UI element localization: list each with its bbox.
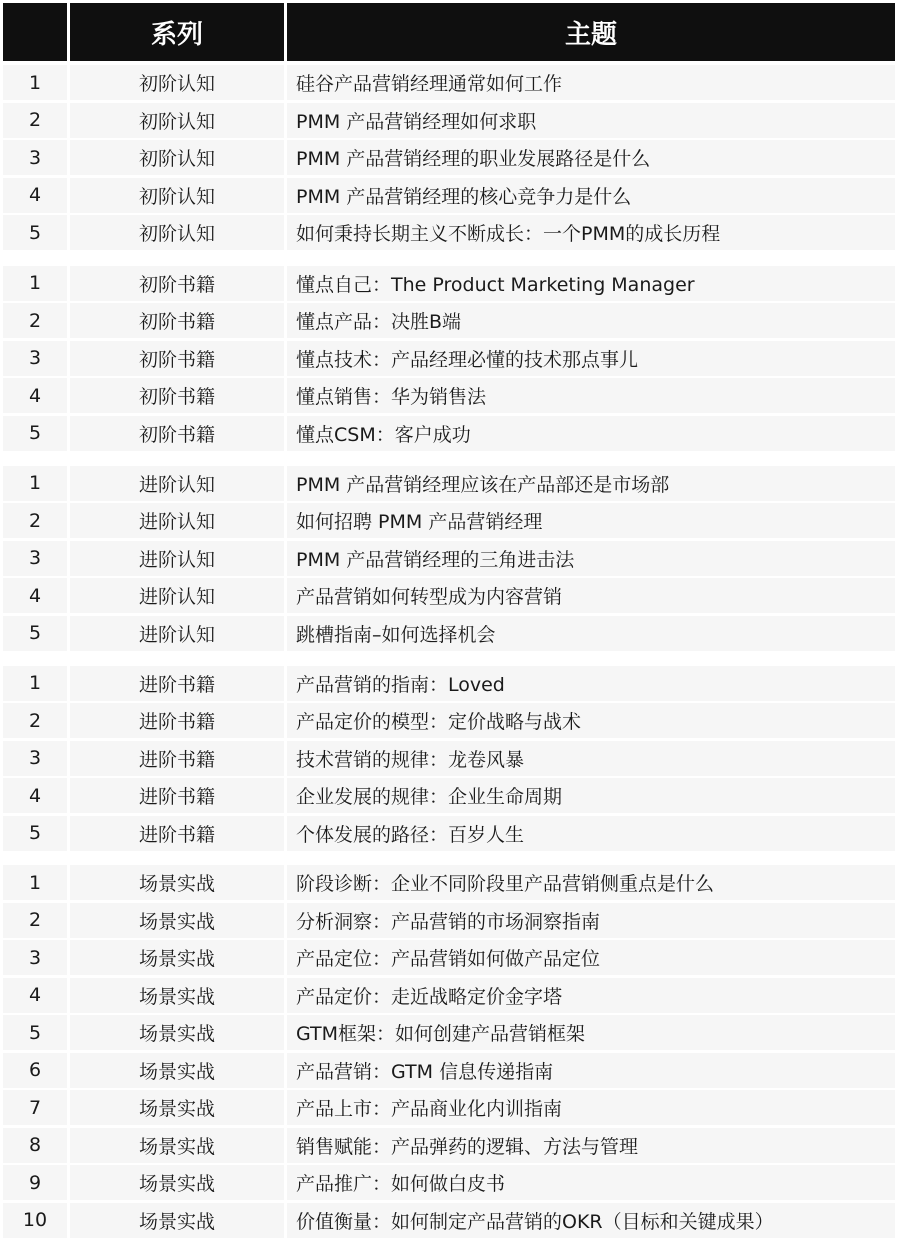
series-cell: 场景实战 [70, 978, 284, 1013]
table-row [0, 702, 900, 740]
index-cell: 4 [3, 378, 67, 413]
topic-cell: 产品上市：产品商业化内训指南 [287, 1090, 895, 1125]
series-cell: 初阶书籍 [70, 378, 284, 413]
topic-cell: 产品营销：GTM 信息传递指南 [287, 1053, 895, 1088]
series-cell: 场景实战 [70, 903, 284, 938]
series-cell: 场景实战 [70, 1165, 284, 1200]
header-index-cell [3, 3, 67, 61]
series-cell: 初阶认知 [70, 215, 284, 250]
table-row [0, 465, 900, 503]
topic-cell: 跳槽指南–如何选择机会 [287, 616, 895, 651]
topic-cell: 阶段诊断：企业不同阶段里产品营销侧重点是什么 [287, 865, 895, 900]
header-topic-cell: 主题 [287, 3, 895, 61]
index-cell: 8 [3, 1128, 67, 1163]
topic-cell: 懂点销售：华为销售法 [287, 378, 895, 413]
table-row [0, 1052, 900, 1090]
index-cell: 4 [3, 178, 67, 213]
index-cell: 6 [3, 1053, 67, 1088]
index-cell: 7 [3, 1090, 67, 1125]
topic-cell: 产品推广：如何做白皮书 [287, 1165, 895, 1200]
series-cell: 场景实战 [70, 1090, 284, 1125]
topic-cell: 价值衡量：如何制定产品营销的OKR（目标和关键成果） [287, 1203, 895, 1238]
series-cell: 初阶书籍 [70, 341, 284, 376]
series-cell: 初阶认知 [70, 140, 284, 175]
index-cell: 9 [3, 1165, 67, 1200]
index-cell: 5 [3, 616, 67, 651]
table-row [0, 977, 900, 1015]
table-row [0, 615, 900, 653]
series-cell: 场景实战 [70, 1203, 284, 1238]
table-row [0, 1127, 900, 1165]
topic-cell: 如何招聘 PMM 产品营销经理 [287, 503, 895, 538]
topic-cell: 个体发展的路径：百岁人生 [287, 816, 895, 851]
index-cell: 5 [3, 416, 67, 451]
table-row [0, 265, 900, 303]
series-cell: 初阶书籍 [70, 266, 284, 301]
index-cell: 5 [3, 1015, 67, 1050]
table-row [0, 64, 900, 102]
table-row [0, 740, 900, 778]
index-cell: 1 [3, 466, 67, 501]
table-row [0, 377, 900, 415]
table-row [0, 102, 900, 140]
index-cell: 2 [3, 303, 67, 338]
table-row [0, 1014, 900, 1052]
topic-cell: 懂点自己：The Product Marketing Manager [287, 266, 895, 301]
topic-cell: 销售赋能：产品弹药的逻辑、方法与管理 [287, 1128, 895, 1163]
series-cell: 场景实战 [70, 1128, 284, 1163]
series-cell: 场景实战 [70, 940, 284, 975]
table-row [0, 214, 900, 252]
index-cell: 4 [3, 578, 67, 613]
index-cell: 1 [3, 666, 67, 701]
table-row [0, 540, 900, 578]
header-series-cell: 系列 [70, 3, 284, 61]
series-cell: 进阶书籍 [70, 666, 284, 701]
series-cell: 场景实战 [70, 1053, 284, 1088]
series-cell: 初阶书籍 [70, 303, 284, 338]
index-cell: 2 [3, 503, 67, 538]
table-row [0, 1202, 900, 1240]
table-row [0, 939, 900, 977]
index-cell: 4 [3, 778, 67, 813]
index-cell: 1 [3, 65, 67, 100]
topic-cell: 产品定价：走近战略定价金字塔 [287, 978, 895, 1013]
topic-cell: GTM框架：如何创建产品营销框架 [287, 1015, 895, 1050]
index-cell: 4 [3, 978, 67, 1013]
topic-cell: 分析洞察：产品营销的市场洞察指南 [287, 903, 895, 938]
table-row [0, 302, 900, 340]
series-cell: 进阶书籍 [70, 778, 284, 813]
table-row [0, 864, 900, 902]
series-cell: 初阶书籍 [70, 416, 284, 451]
series-cell: 初阶认知 [70, 103, 284, 138]
index-cell: 10 [3, 1203, 67, 1238]
topic-cell: 产品营销的指南：Loved [287, 666, 895, 701]
table-row [0, 902, 900, 940]
index-cell: 2 [3, 703, 67, 738]
table-row [0, 502, 900, 540]
table-row [0, 577, 900, 615]
topic-cell: PMM 产品营销经理应该在产品部还是市场部 [287, 466, 895, 501]
series-cell: 进阶书籍 [70, 816, 284, 851]
topic-cell: PMM 产品营销经理如何求职 [287, 103, 895, 138]
table-row [0, 340, 900, 378]
table-row [0, 1089, 900, 1127]
table-row [0, 665, 900, 703]
series-cell: 进阶书籍 [70, 741, 284, 776]
series-cell: 进阶认知 [70, 578, 284, 613]
topic-cell: 懂点技术：产品经理必懂的技术那点事儿 [287, 341, 895, 376]
topic-cell: 硅谷产品营销经理通常如何工作 [287, 65, 895, 100]
index-cell: 3 [3, 741, 67, 776]
index-cell: 1 [3, 266, 67, 301]
topic-cell: 懂点CSM：客户成功 [287, 416, 895, 451]
topic-cell: 技术营销的规律：龙卷风暴 [287, 741, 895, 776]
series-cell: 进阶认知 [70, 616, 284, 651]
table-row [0, 177, 900, 215]
index-cell: 1 [3, 865, 67, 900]
topic-cell: 产品定位：产品营销如何做产品定位 [287, 940, 895, 975]
topic-cell: 企业发展的规律：企业生命周期 [287, 778, 895, 813]
table-row [0, 415, 900, 453]
topic-cell: 产品营销如何转型成为内容营销 [287, 578, 895, 613]
table-header [0, 0, 900, 64]
series-cell: 进阶书籍 [70, 703, 284, 738]
series-cell: 初阶认知 [70, 65, 284, 100]
topic-cell: PMM 产品营销经理的三角进击法 [287, 541, 895, 576]
table-row [0, 139, 900, 177]
series-cell: 进阶认知 [70, 541, 284, 576]
table-row [0, 815, 900, 853]
table-row [0, 777, 900, 815]
topic-cell: 如何秉持长期主义不断成长：一个PMM的成长历程 [287, 215, 895, 250]
topic-cell: 产品定价的模型：定价战略与战术 [287, 703, 895, 738]
index-cell: 3 [3, 341, 67, 376]
topic-cell: 懂点产品：决胜B端 [287, 303, 895, 338]
index-cell: 3 [3, 140, 67, 175]
series-cell: 场景实战 [70, 865, 284, 900]
topic-cell: PMM 产品营销经理的核心竞争力是什么 [287, 178, 895, 213]
index-cell: 5 [3, 215, 67, 250]
index-cell: 3 [3, 541, 67, 576]
table-row [0, 1164, 900, 1202]
index-cell: 5 [3, 816, 67, 851]
index-cell: 3 [3, 940, 67, 975]
index-cell: 2 [3, 103, 67, 138]
series-cell: 初阶认知 [70, 178, 284, 213]
series-cell: 进阶认知 [70, 466, 284, 501]
series-cell: 进阶认知 [70, 503, 284, 538]
topic-cell: PMM 产品营销经理的职业发展路径是什么 [287, 140, 895, 175]
index-cell: 2 [3, 903, 67, 938]
series-cell: 场景实战 [70, 1015, 284, 1050]
